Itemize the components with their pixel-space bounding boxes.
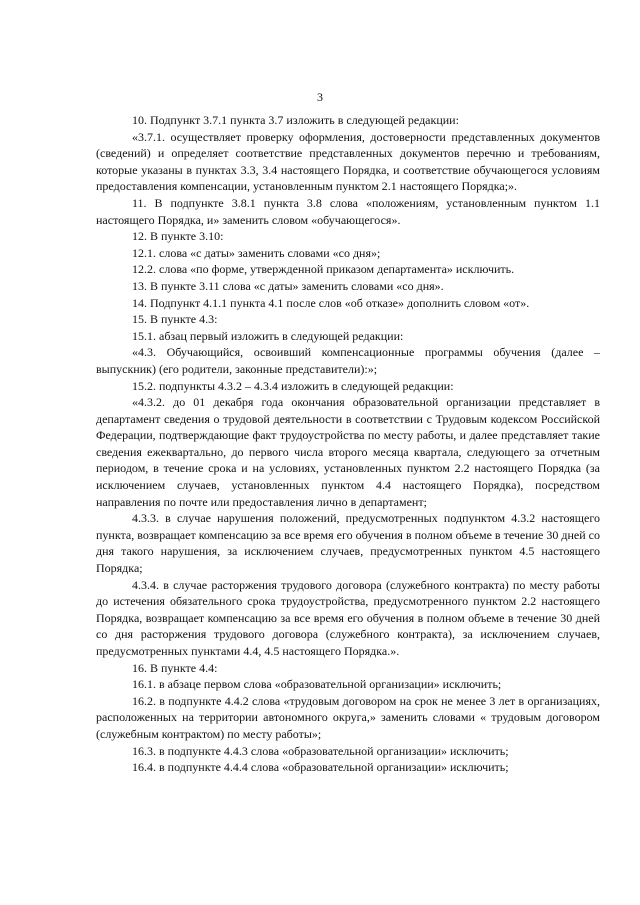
paragraph-4-3-3-text: 4.3.3. в случае нарушения положений, предусмотренных подпунктом 4.3.2 настоящего пункта, возвращает компенсацию за все время его обучения в полном объеме в течение 30 дней со дня такого нарушения, за исключением случаев, предусмотренных пунктом 4.5 настоящего Порядка; — [96, 511, 600, 576]
paragraph-12: 12. В пункте 3.10: — [132, 229, 224, 244]
page-number: 3 — [317, 90, 323, 104]
paragraph-15-1: 15.1. абзац первый изложить в следующей редакции: — [132, 328, 404, 343]
paragraph-16-2: 16.2. в подпункте 4.4.2 слова «трудовым договором на срок не менее 3 лет в организациях, расположенных на территории автономного округа,» заменить словами « трудовым договором (служебным контрактом) по месту работы»; — [96, 693, 600, 741]
paragraph-4-3-2-text: «4.3.2. до 01 декабря года окончания образовательной организации представляет в департамент сведения о трудовой деятельности в соответствии с Трудовым кодексом Российской Федерации, подтверждающие факт трудоустройства по месту работы, и далее представляет такие сведения ежеквартально, до первого числа второго месяца квартала, следующего за отчетным периодом, в течение срока и на условиях, установленных пунктом 2.2 настоящего Порядка (за исключением случаев, установленных пунктом 4.4 настоящего Порядка), посредством направления по почте или предоставления лично в департамент; — [96, 395, 600, 509]
paragraph-12-2: 12.2. слова «по форме, утвержденной приказом департамента» исключить. — [132, 262, 515, 277]
paragraph-10: 10. Подпункт 3.7.1 пункта 3.7 изложить в следующей редакции: — [132, 113, 459, 127]
paragraph-3-7-1-text: «3.7.1. осуществляет проверку оформления, достоверности представленных документов (сведений) и определяет соответствие представленных документов перечню и требованиям, которые указаны в пунктах 3.3, 3.4 настоящего Порядка, и соответствие обучающегося условиям предоставления компенсации, установленным пунктом 2.1 настоящего Порядка;». — [96, 129, 600, 194]
paragraph-12-1: 12.1. слова «с даты» заменить словами «со дня»; — [132, 245, 381, 260]
paragraph-16-4: 16.4. в подпункте 4.4.4 слова «образовательной организации» исключить; — [132, 760, 509, 775]
paragraph-15-2: 15.2. подпункты 4.3.2 – 4.3.4 изложить в следующей редакции: — [132, 378, 454, 393]
paragraph-4-3-text: «4.3. Обучающийся, освоивший компенсационные программы обучения (далее – выпускник) (его родители, законные представители):»; — [96, 345, 600, 376]
paragraph-4-3-4-text: 4.3.4. в случае расторжения трудового договора (служебного контракта) по месту работы до истечения обязательного срока трудоустройства, предусмотренного пунктом 2.2 настоящего Порядка, возвращает компенсацию за все время его обучения в полном объеме в течение 30 дней со дня расторжения трудового договора (служебного контракта), за исключением случаев, предусмотренных пунктами 4.4, 4.5 настоящего Порядка.». — [96, 577, 600, 658]
paragraph-16: 16. В пункте 4.4: — [132, 660, 218, 675]
paragraph-16-3: 16.3. в подпункте 4.4.3 слова «образовательной организации» исключить; — [132, 743, 509, 758]
paragraph-13: 13. В пункте 3.11 слова «с даты» заменить словами «со дня». — [132, 278, 444, 293]
document-body — [96, 112, 600, 776]
paragraph-11: 11. В подпункте 3.8.1 пункта 3.8 слова «положениям, установленным пунктом 1.1 настоящего Порядка, и» заменить словом «обучающегося». — [96, 195, 600, 227]
paragraph-14: 14. Подпункт 4.1.1 пункта 4.1 после слов «об отказе» дополнить словом «от». — [132, 295, 530, 310]
paragraph-16-1: 16.1. в абзаце первом слова «образовательной организации» исключить; — [132, 677, 502, 692]
paragraph-15: 15. В пункте 4.3: — [132, 312, 218, 327]
